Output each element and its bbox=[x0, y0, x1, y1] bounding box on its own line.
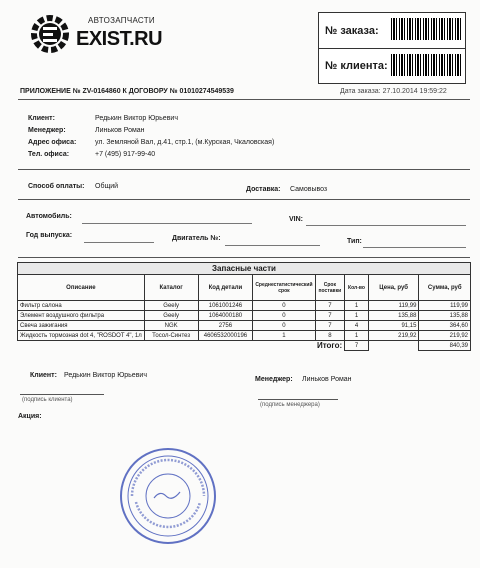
payment-label: Способ оплаты: bbox=[28, 183, 85, 190]
row-delivery-term: 8 bbox=[315, 331, 345, 341]
table-row bbox=[18, 331, 471, 341]
total-row bbox=[18, 341, 471, 351]
address-label: Адрес офиса: bbox=[28, 139, 77, 146]
logo-tagline: АВТОЗАПЧАСТИ bbox=[88, 16, 155, 25]
column-header: Кол-во bbox=[345, 275, 369, 301]
row-part-code: 4606532000196 bbox=[198, 331, 253, 341]
column-header: Каталог bbox=[144, 275, 198, 301]
client-signature-caption: (подпись клиента) bbox=[22, 397, 73, 403]
row-description: Фильтр салона bbox=[18, 301, 145, 311]
signature-client-label: Клиент: bbox=[30, 372, 57, 379]
column-header: Срок поставки bbox=[315, 275, 345, 301]
delivery-value: Самовывоз bbox=[290, 186, 328, 193]
row-sum: 119,99 bbox=[419, 301, 471, 311]
engine-line bbox=[225, 245, 320, 246]
vin-label: VIN: bbox=[289, 216, 303, 223]
column-header: Описание bbox=[18, 275, 145, 301]
client-value: Редькин Виктор Юрьевич bbox=[95, 115, 178, 122]
table-row bbox=[18, 321, 471, 331]
parts-table-title: Запасные части bbox=[18, 263, 471, 275]
row-price: 119,99 bbox=[368, 301, 419, 311]
signature-manager-name: Линьков Роман bbox=[302, 376, 352, 383]
row-part-code: 2756 bbox=[198, 321, 253, 331]
table-row bbox=[18, 311, 471, 321]
info-divider bbox=[18, 169, 470, 170]
manager-label: Менеджер: bbox=[28, 127, 66, 134]
delivery-label: Доставка: bbox=[246, 186, 281, 193]
column-header: Сумма, руб bbox=[419, 275, 471, 301]
row-avg-term: 0 bbox=[253, 311, 315, 321]
vin-line bbox=[306, 225, 466, 226]
total-quantity: 7 bbox=[345, 341, 369, 351]
row-part-code: 1061001246 bbox=[198, 301, 253, 311]
payment-value: Общий bbox=[95, 183, 119, 190]
client-barcode bbox=[391, 54, 461, 76]
client-number-box bbox=[318, 48, 466, 84]
logo-brand: EXIST.RU bbox=[76, 28, 163, 50]
year-line bbox=[84, 242, 154, 243]
row-description: Жидкость тормозная dot 4, "ROSDOT 4", 1л bbox=[18, 331, 145, 341]
header-divider bbox=[18, 99, 470, 100]
order-date: Дата заказа: 27.10.2014 19:59:22 bbox=[340, 88, 447, 95]
car-label: Автомобиль: bbox=[26, 213, 72, 220]
row-catalog: Тосол-Синтез bbox=[144, 331, 198, 341]
document-title: ПРИЛОЖЕНИЕ № ZV-0164860 К ДОГОВОРУ № 01010274549539 bbox=[20, 88, 234, 95]
signature-client-name: Редькин Виктор Юрьевич bbox=[64, 372, 147, 379]
vehicle-divider bbox=[18, 257, 470, 258]
year-label: Год выпуска: bbox=[26, 232, 73, 239]
parts-table bbox=[17, 262, 471, 351]
order-number-label: № заказа: bbox=[325, 25, 379, 37]
row-sum: 219,92 bbox=[419, 331, 471, 341]
row-description: Элемент воздушного фильтра bbox=[18, 311, 145, 321]
row-sum: 364,60 bbox=[419, 321, 471, 331]
row-price: 91,15 bbox=[368, 321, 419, 331]
column-header: Цена, руб bbox=[368, 275, 419, 301]
company-stamp bbox=[118, 446, 218, 546]
order-number-box bbox=[318, 12, 466, 50]
row-quantity: 4 bbox=[345, 321, 369, 331]
row-part-code: 1064000180 bbox=[198, 311, 253, 321]
row-sum: 135,88 bbox=[419, 311, 471, 321]
manager-signature-line bbox=[258, 399, 338, 400]
row-avg-term: 0 bbox=[253, 301, 315, 311]
client-label: Клиент: bbox=[28, 115, 55, 122]
row-price: 135,88 bbox=[368, 311, 419, 321]
table-row bbox=[18, 301, 471, 311]
row-avg-term: 0 bbox=[253, 321, 315, 331]
row-delivery-term: 7 bbox=[315, 311, 345, 321]
client-signature-line bbox=[20, 394, 104, 395]
action-label: Акция: bbox=[18, 413, 42, 420]
row-avg-term: 1 bbox=[253, 331, 315, 341]
manager-signature-caption: (подпись менеджера) bbox=[260, 402, 320, 408]
phone-label: Тел. офиса: bbox=[28, 151, 70, 158]
payment-divider bbox=[18, 199, 470, 200]
row-delivery-term: 7 bbox=[315, 301, 345, 311]
row-description: Свеча зажигания bbox=[18, 321, 145, 331]
column-header: Среднестатистический срок bbox=[253, 275, 315, 301]
gear-logo-icon bbox=[30, 14, 70, 54]
client-number-label: № клиента: bbox=[325, 60, 388, 72]
manager-value: Линьков Роман bbox=[95, 127, 145, 134]
total-sum: 840,39 bbox=[419, 341, 471, 351]
address-value: ул. Земляной Вал, д.41, стр.1, (м.Курская, Чкаловская) bbox=[95, 139, 275, 146]
car-line bbox=[82, 223, 252, 224]
row-quantity: 1 bbox=[345, 301, 369, 311]
row-quantity: 1 bbox=[345, 311, 369, 321]
row-catalog: NGK bbox=[144, 321, 198, 331]
row-delivery-term: 7 bbox=[315, 321, 345, 331]
row-catalog: Geely bbox=[144, 301, 198, 311]
type-line bbox=[363, 247, 466, 248]
order-barcode bbox=[391, 18, 461, 40]
type-label: Тип: bbox=[347, 238, 362, 245]
row-quantity: 1 bbox=[345, 331, 369, 341]
row-price: 219,92 bbox=[368, 331, 419, 341]
total-label: Итого: bbox=[316, 341, 343, 351]
column-header: Код детали bbox=[198, 275, 253, 301]
row-catalog: Geely bbox=[144, 311, 198, 321]
signature-manager-label: Менеджер: bbox=[255, 376, 293, 383]
exist-logo bbox=[30, 12, 190, 60]
phone-value: +7 (495) 917-99-40 bbox=[95, 151, 156, 158]
engine-label: Двигатель №: bbox=[172, 235, 221, 242]
